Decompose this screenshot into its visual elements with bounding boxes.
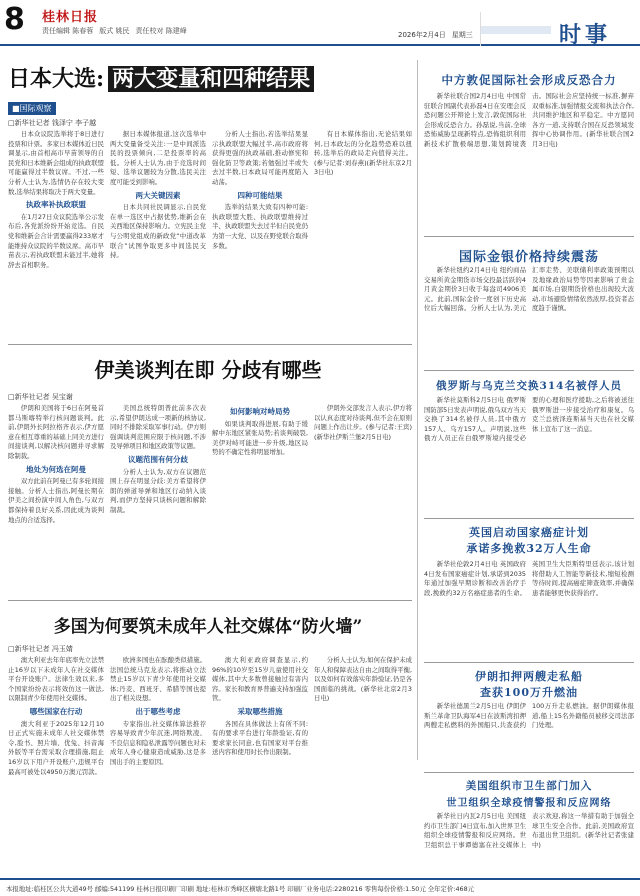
ukcancer-body (424, 560, 634, 660)
ukcancer-paragraph: 新华社伦敦2月4日电 英国政府4日发布国家癌症计划,承诺到2035年通过加强早期诊断和改善治疗手段,挽救约32万名癌症患者的生命。英国卫生大臣斯特里廷表示,该计划将借助人工智能等新技术,缩短检测等待时间,提高癌症筛查效率,并确保患者能够更快获得治疗。 (424, 560, 634, 597)
usiran-col-3 (212, 404, 308, 594)
editor-credits (42, 26, 187, 36)
australia-subhead-3: 采取哪些措施 (237, 706, 283, 716)
australia-col-3 (212, 656, 308, 874)
japan-paragraph: 日本众议院选举将于8日进行投票和计票。多家日本媒体近日民调显示,由首相高市早苗领导的自民党和日本维新会组成的执政联盟可能赢得过半数议席。不过,一些分析人士认为,选情仍存在较大变数,选举结果将取决于两大变量。 (8, 130, 104, 196)
divider (424, 370, 634, 371)
gold-body (424, 266, 634, 366)
japan-col-1 (8, 130, 104, 340)
usiran-subhead-1: 地处为何选在阿曼 (26, 464, 86, 474)
australia-paragraph: 澳大利亚政府调查显示,约96%的10岁至15岁儿童使用社交媒体,其中大多数曾接触过有害内容。家长和教育界普遍支持加强监管。 (212, 656, 308, 703)
usiran-subhead-3: 如何影响对峙局势 (230, 407, 290, 416)
prisoners-paragraph: 新华社莫斯科2月5日电 俄罗斯国防部5日发表声明说,俄乌双方当天交换了314名被俘人员,其中俄方157人、乌方157人。声明说,这些俄方人员正在白俄罗斯境内接受必要的心理和医疗援助,之后将被送往俄罗斯进一步接受治疗和康复。乌克兰总统泽连斯基当天也在社交媒体上宣布了这一消息。 (424, 396, 634, 443)
china-body (424, 92, 634, 232)
prisoners-body (424, 396, 634, 514)
divider (8, 600, 412, 601)
japan-subhead-1: 执政率补执政联盟 (26, 200, 86, 210)
japan-byline: □新华社记者 钱泽宁 李子越 (8, 119, 97, 127)
australia-paragraph: 澳大利亚于2025年12月10日正式实施未成年人社交媒体禁令,脸书、照片墙、优兔、抖音海外版等平台需采取合理措施,阻止16岁以下用户开设账户,违规平台最高可被处以4950万澳元罚款。 (8, 719, 104, 776)
iran-headline-1: 伊朗扣押两艘走私船 (475, 670, 583, 683)
japan-subhead-2: 两大关键因素 (135, 190, 181, 200)
usawho-body (424, 812, 634, 874)
prisoners-headline: 俄罗斯与乌克兰交换314名被俘人员 (436, 380, 622, 392)
ukcancer-headline-1: 英国启动国家癌症计划 (469, 526, 589, 539)
china-paragraph: 新华社联合国2月4日电 中国常驻联合国副代表孙磊4日在安理会反恐问题公开辩论上发言,敦促国际社会形成反恐合力。孙磊说,当前,全球恐怖威胁呈现新特点,恐怖组织利用新技术扩散极端思想,策划跨境袭击。国际社会应坚持统一标准,摒弃双重标准,加强情报交流和执法合作,共同维护地区和平稳定。中方愿同各方一道,支持联合国在反恐领域发挥中心协调作用。(新华社联合国2月3日电) (424, 92, 634, 148)
japan-col-3 (212, 130, 308, 340)
japan-paragraph: 日本共同社民调显示,自民党在单一选区中占据优势,维新会在关西地区保持影响力。立宪民主党与公明党组成的新政党“中道改革联合”试图争取更多中间选民支持。 (110, 203, 206, 260)
australia-headline: 多国为何要筑未成年人社交媒体“防火墙” (53, 617, 363, 637)
japan-headline-main: 两大变量和四种结果 (108, 66, 314, 92)
usiran-paragraph: 如果谈判取得进展,有助于缓解中东地区紧张局势;若谈判破裂,美伊对峙可能进一步升级,地区局势的不确定性将明显增加。 (212, 419, 308, 457)
section-title: 时事 (559, 23, 612, 48)
japan-subhead-3: 四种可能结果 (237, 190, 283, 200)
japan-paragraph: 分析人士指出,若选举结果显示执政联盟大幅过半,高市政府将获得更强的执政基础,推动修宪和强化防卫等政策;若勉强过半或失去过半数,日本政局可能再度陷入动荡。 (212, 130, 308, 186)
japan-col-2 (110, 130, 206, 340)
usiran-col-4 (314, 404, 412, 594)
australia-col-1 (8, 656, 104, 874)
newspaper-logo: 桂林日报 (42, 10, 99, 25)
gold-headline: 国际金银价格持续震荡 (458, 250, 599, 265)
divider (8, 344, 412, 345)
ukcancer-headline-2: 承诺多挽救32万人生命 (466, 542, 592, 555)
usawho-paragraph: 新华社日内瓦2月5日电 美国纽约市卫生部门4日宣布,加入世界卫生组织全球疫情警报和反应网络。世卫组织总干事谭德塞在社交媒体上表示欢迎,称这一举措有助于加强全球卫生安全合作。此前,美国政府宣布退出世卫组织。(新华社记者张建中) (424, 812, 634, 849)
gold-paragraph: 新华社纽约2月4日电 纽约商品交易所黄金期货市场交投最活跃的4月黄金期价3日收于每盎司4906美元。此前,国际金价一度创下历史高位后大幅回落。分析人士认为,美元汇率走势、美联储利率政策预期以及地缘政治局势等因素影响了贵金属市场,白银期货价格也出现较大波动,市场避险情绪依然浓厚,投资者态度趋于谨慎。 (424, 266, 634, 313)
australia-byline: □新华社记者 冯玉婧 (8, 645, 73, 653)
japan-paragraph: 据日本媒体报道,这次选举中两大变量备受关注:一是中间派选民的投票倾向,二是投票率的高低。分析人士认为,由于竞选时间短、选举议题较为分散,选民关注度可能受到影响。 (110, 130, 206, 186)
editor-credit: 责任校对 陈建峰 (135, 27, 187, 35)
page-number: 8 (4, 2, 25, 37)
australia-subhead-1: 哪些国家在行动 (29, 706, 83, 716)
divider (424, 518, 634, 519)
usawho-headline-2: 世卫组织全球疫情警报和反应网络 (446, 798, 612, 809)
iran-paragraph: 新华社德黑兰2月5日电 伊朗伊斯兰革命卫队海军4日在波斯湾扣押两艘走私燃料的外国船只,共查获约100万升走私燃油。据伊朗媒体报道,船上15名外籍船员被移交司法部门处理。 (424, 702, 634, 730)
australia-paragraph: 欧洲多国也在酝酿类似措施。法国总统马克龙表示,将推动立法禁止15岁以下青少年使用社交媒体;丹麦、西班牙、希腊等国也提出了相关设想。 (110, 656, 206, 703)
australia-paragraph: 各国在具体做法上有所不同:有的要求平台进行年龄验证,有的要求家长同意,也有国家对平台推送内容和使用时长作出限制。 (212, 719, 308, 757)
usiran-paragraph: 美国总统特朗普此前多次表示,希望伊朗达成一项新的核协议,同时不排除采取军事行动。伊方则强调谈判范围应限于核问题,不涉及导弹项目和地区政策等议题。 (110, 404, 206, 451)
australia-col-2 (110, 656, 206, 874)
japan-headline-prefix: 日本大选: (8, 66, 105, 92)
australia-paragraph: 澳大利亚去年年底率先立法禁止16岁以下未成年人在社交媒体平台开设账户。法律生效以来,多个国家纷纷表示将效仿这一做法,以限制青少年使用社交媒体。 (8, 656, 104, 703)
japan-headline (8, 62, 314, 93)
iran-headline-2: 查获100万升燃油 (480, 686, 578, 699)
japan-paragraph: 在1月27日众议院选举公示发布后,各党派纷纷开始竞选。自民党和维新会合计需要赢得233席才能维持众议院的半数议席。高市早苗表示,若执政联盟未能过半,她将辞去首相职务。 (8, 212, 104, 269)
divider (424, 772, 634, 773)
japan-tag: ■国际观察 (8, 102, 56, 115)
issue-date: 2026年2月4日 (398, 31, 446, 39)
australia-paragraph: 专家指出,社交媒体算法推荐容易导致青少年沉迷,网络欺凌、不良信息和隐私泄露等问题也对未成年人身心健康造成威胁,这是多国出手的主要原因。 (110, 719, 206, 766)
usiran-paragraph: 双方此前在阿曼已有多轮间接接触。分析人士指出,阿曼长期在伊美之间扮演中间人角色,与双方都保持着良好关系,因此成为谈判地点的合适选择。 (8, 477, 104, 524)
dateline (398, 30, 473, 40)
japan-col-4 (314, 130, 412, 340)
editor-credit: 责任编辑 陈春蓉 (42, 27, 94, 35)
japan-paragraph: 选举的结果大致有四种可能:执政联盟大胜、执政联盟维持过半、执政联盟失去过半但自民党仍为第一大党、以及在野党联合取得多数。 (212, 203, 308, 250)
usiran-headline: 伊美谈判在即 分歧有哪些 (94, 358, 322, 382)
australia-paragraph: 分析人士认为,如何在保护未成年人和保障表达自由之间取得平衡,以及如何有效落实年龄验证,仍是各国面临的挑战。(新华社北京2月3日电) (314, 656, 412, 703)
japan-paragraph: 有日本媒体指出,无论结果如何,日本政坛的分化趋势恐难以扭转,选举后的政局走向值得关注。(参与记者:刘春燕)(新华社东京2月3日电) (314, 130, 412, 177)
section-banner (480, 12, 640, 46)
usiran-col-2 (110, 404, 206, 594)
usiran-paragraph: 伊朗和美国将于6日在阿曼首都马斯喀特举行核问题谈判。此前,伊朗外长阿拉格齐表示,伊方愿意在相互尊重的基础上同美方进行间接谈判,以解决核问题并寻求解除制裁。 (8, 404, 104, 460)
footer: 本报地址:临桂区公共大道49号 邮编:541199 桂林日报印刷厂印刷 地址:桂林市秀峰区横塘北路1号 印刷厂业务电话:2280216 零售每份价格:1.50元 全年定价:468元 (0, 878, 640, 896)
usiran-col-1 (8, 404, 104, 594)
australia-col-4 (314, 656, 412, 874)
editor-credit: 版式 姚民 (99, 27, 130, 35)
china-headline: 中方敦促国际社会形成反恐合力 (441, 73, 617, 87)
australia-subhead-2: 出于哪些考虑 (135, 706, 181, 716)
masthead (0, 0, 640, 46)
usiran-subhead-2: 议题范围有何分歧 (128, 454, 188, 464)
iran-body (424, 702, 634, 770)
usiran-paragraph: 伊朗外交部发言人表示,伊方将以认真态度对待谈判,但不会在原则问题上作出让步。(参与记者:王宾)(新华社伊斯兰堡2月5日电) (314, 404, 412, 441)
divider (424, 236, 634, 237)
issue-weekday: 星期三 (451, 31, 473, 39)
usiran-paragraph: 分析人士认为,双方在议题范围上存在明显分歧:美方希望将伊朗的弹道导弹和地区行动纳入谈判,而伊方坚持只谈核问题和解除制裁。 (110, 467, 206, 514)
column-divider (417, 60, 418, 760)
usiran-byline: □新华社记者 吴宝谢 (8, 393, 73, 401)
section-bar (481, 26, 551, 34)
usawho-headline-1: 美国组织市卫生部门加入 (465, 780, 593, 792)
divider (424, 662, 634, 663)
